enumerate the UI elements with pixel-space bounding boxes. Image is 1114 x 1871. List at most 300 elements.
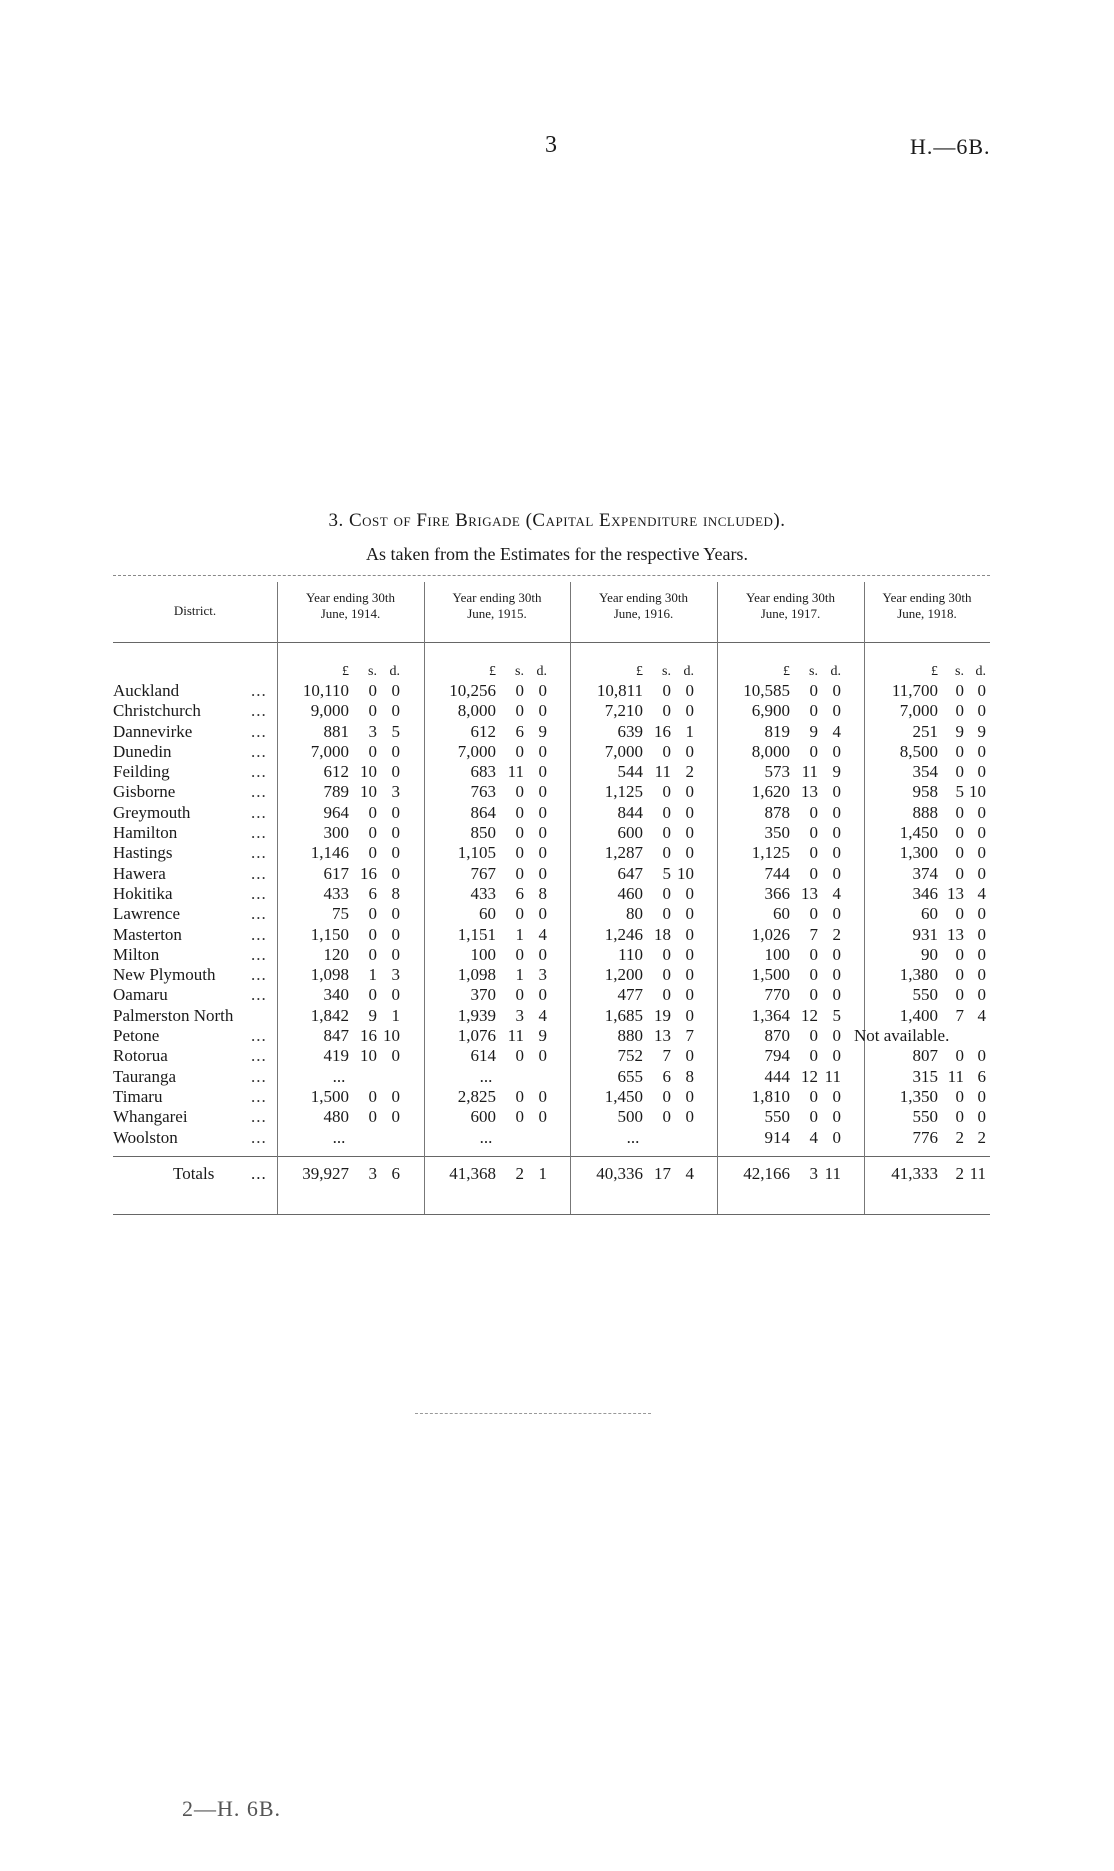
shillings-cell: 0 (955, 843, 964, 863)
pounds-cell: 880 (617, 1026, 643, 1046)
pence-cell: 8 (538, 883, 547, 903)
shillings-cell: 13 (654, 1026, 671, 1046)
shillings-cell: 0 (662, 843, 671, 863)
pounds-cell: 1,500 (310, 1086, 349, 1106)
shillings-cell: 7 (662, 1046, 671, 1066)
pence-cell: 0 (685, 701, 694, 721)
pence-cell: 3 (538, 965, 547, 985)
pounds-cell: 639 (617, 721, 643, 741)
pence-cell: 0 (832, 802, 841, 822)
pounds-cell: 1,450 (604, 1086, 643, 1106)
total-shillings: 3 (368, 1164, 377, 1183)
shillings-cell: 6 (515, 721, 524, 741)
year-header-line1: Year ending 30th (882, 590, 972, 605)
pence-cell: 0 (977, 802, 986, 822)
pounds-cell: 1,450 (899, 823, 938, 843)
shillings-cell: 0 (809, 1086, 818, 1106)
pence-cell: 0 (391, 1107, 400, 1127)
pounds-cell: 60 (479, 904, 496, 924)
district-name: Lawrence (113, 904, 181, 924)
pence-cell: 5 (832, 1005, 841, 1025)
pounds-cell: 10,256 (449, 681, 496, 700)
pounds-cell: 1,400 (899, 1005, 938, 1025)
total-pence: 4 (685, 1164, 694, 1183)
shillings-cell: 12 (801, 1066, 818, 1086)
pence-cell: 0 (832, 681, 841, 700)
shillings-cell: 0 (809, 741, 818, 761)
shillings-cell: 1 (515, 924, 524, 944)
shillings-cell: 11 (507, 1026, 524, 1046)
shillings-cell: 9 (368, 1005, 377, 1025)
pounds-cell: 90 (921, 944, 938, 964)
no-entry-cell: ... (332, 1127, 346, 1147)
pounds-cell: 7,000 (310, 741, 349, 761)
pounds-cell: 10,585 (743, 681, 790, 700)
pounds-cell: 8,000 (751, 741, 790, 761)
shillings-cell: 0 (809, 1026, 818, 1046)
footer-signature: 2—H. 6B. (182, 1796, 282, 1821)
pence-cell: 9 (538, 721, 547, 741)
pounds-cell: 847 (323, 1026, 349, 1046)
leader-dots: ... (251, 965, 267, 985)
pounds-cell: 612 (323, 762, 349, 782)
pounds-cell: 550 (912, 1107, 938, 1127)
pence-cell: 0 (391, 863, 400, 883)
pounds-cell: 419 (323, 1046, 349, 1066)
pence-cell: 0 (977, 843, 986, 863)
pounds-cell: 100 (764, 944, 790, 964)
pence-cell: 2 (832, 924, 841, 944)
pence-cell: 9 (538, 1026, 547, 1046)
pence-cell: 0 (391, 802, 400, 822)
table-bottom-rule (113, 1214, 990, 1215)
table-title: 3. Cost of Fire Brigade (Capital Expenditure included). (328, 510, 786, 531)
pounds-cell: 1,500 (751, 965, 790, 985)
pence-cell: 5 (391, 721, 400, 741)
pence-cell: 0 (391, 741, 400, 761)
year-header-1916 (570, 590, 717, 622)
shillings-cell: 0 (368, 904, 377, 924)
pence-cell: 0 (977, 701, 986, 721)
pounds-cell: 7,000 (457, 741, 496, 761)
district-name: Hastings (113, 843, 173, 863)
pence-cell: 2 (685, 762, 694, 782)
note-cell: Not available. (854, 1026, 950, 1046)
pence-cell: 1 (685, 721, 694, 741)
year-header-line1: Year ending 30th (306, 590, 395, 605)
pounds-cell: 617 (323, 863, 349, 883)
shillings-cell: 0 (809, 985, 818, 1005)
pence-cell: 0 (391, 681, 400, 700)
pounds-cell: 1,810 (751, 1086, 790, 1106)
pounds-cell: 878 (764, 802, 790, 822)
pounds-cell: 807 (912, 1046, 938, 1066)
pence-cell: 7 (685, 1026, 694, 1046)
shillings-cell: 0 (368, 802, 377, 822)
district-name: Rotorua (113, 1046, 168, 1066)
pence-cell: 0 (832, 985, 841, 1005)
pounds-cell: 1,125 (604, 782, 643, 802)
pence-cell: 0 (977, 1086, 986, 1106)
shillings-cell: 0 (662, 944, 671, 964)
shillings-cell: 0 (955, 701, 964, 721)
totals-label: Totals (173, 1164, 215, 1183)
shillings-cell: 0 (662, 802, 671, 822)
pence-cell: 0 (538, 701, 547, 721)
shillings-cell: 0 (809, 701, 818, 721)
pence-cell: 0 (685, 1005, 694, 1025)
shillings-cell: 0 (515, 863, 524, 883)
pounds-cell: 600 (470, 1107, 496, 1127)
pence-cell: 0 (391, 1046, 400, 1066)
shillings-cell: 0 (662, 1086, 671, 1106)
shillings-cell: 0 (955, 802, 964, 822)
pounds-cell: 7,000 (604, 741, 643, 761)
pounds-cell: 110 (618, 944, 643, 964)
leader-dots: ... (251, 741, 267, 761)
pounds-cell: 864 (470, 802, 496, 822)
year-header-line1: Year ending 30th (452, 590, 542, 605)
shillings-cell: 0 (955, 1086, 964, 1106)
pence-cell: 0 (977, 741, 986, 761)
header-bottom-rule (113, 642, 990, 643)
pence-cell: 0 (391, 924, 400, 944)
shillings-cell: 0 (955, 1046, 964, 1066)
total-pounds: 41,333 (891, 1164, 938, 1183)
shillings-cell: 5 (955, 782, 964, 802)
year-header-1918 (864, 590, 990, 622)
total-pounds: 41,368 (449, 1164, 496, 1183)
pence-cell: 0 (685, 1046, 694, 1066)
pounds-cell: 789 (323, 782, 349, 802)
shillings-cell: 3 (515, 1005, 524, 1025)
shillings-cell: 0 (515, 944, 524, 964)
shillings-cell: 6 (368, 883, 377, 903)
pence-cell: 0 (685, 823, 694, 843)
shillings-cell: 16 (360, 1026, 377, 1046)
shillings-cell: 0 (515, 843, 524, 863)
shillings-cell: 0 (955, 823, 964, 843)
pounds-cell: 850 (470, 823, 496, 843)
pounds-cell: 374 (912, 863, 938, 883)
pence-cell: 0 (685, 1107, 694, 1127)
shillings-cell: 0 (662, 985, 671, 1005)
pounds-cell: 1,287 (604, 843, 643, 863)
no-entry-cell: ... (479, 1066, 493, 1086)
pounds-cell: 767 (470, 863, 496, 883)
pounds-cell: 770 (764, 985, 790, 1005)
leader-dots: ... (251, 904, 267, 924)
unit-label-pence: d. (975, 664, 986, 679)
shillings-cell: 10 (360, 1046, 377, 1066)
shillings-cell: 0 (809, 904, 818, 924)
pence-cell: 0 (685, 681, 694, 700)
pence-cell: 0 (832, 1086, 841, 1106)
pence-cell: 0 (977, 904, 986, 924)
shillings-cell: 12 (801, 1005, 818, 1025)
leader-dots: ... (251, 1164, 267, 1183)
district-name: Hawera (113, 863, 166, 883)
pounds-cell: 370 (470, 985, 496, 1005)
pence-cell: 0 (685, 944, 694, 964)
unit-label-shillings: s. (515, 664, 524, 679)
pounds-cell: 10,110 (302, 681, 349, 700)
shillings-cell: 0 (809, 843, 818, 863)
district-name: Hokitika (113, 883, 173, 903)
pounds-cell: 1,151 (457, 924, 496, 944)
pence-cell: 0 (391, 701, 400, 721)
column-divider (424, 582, 425, 1214)
district-column-header: District. (173, 603, 217, 618)
shillings-cell: 0 (809, 1107, 818, 1127)
pence-cell: 10 (383, 1026, 400, 1046)
shillings-cell: 0 (809, 823, 818, 843)
shillings-cell: 0 (809, 681, 818, 700)
pence-cell: 8 (685, 1066, 694, 1086)
leader-dots: ... (251, 762, 267, 782)
shillings-cell: 4 (809, 1127, 818, 1147)
scan-mark (415, 1413, 651, 1414)
leader-dots: ... (251, 924, 267, 944)
pounds-cell: 888 (912, 802, 938, 822)
column-divider (570, 582, 571, 1214)
pence-cell: 0 (538, 863, 547, 883)
pence-cell: 0 (685, 843, 694, 863)
unit-label-pence: d. (830, 664, 841, 679)
pounds-cell: 6,900 (751, 701, 790, 721)
pounds-cell: 8,000 (457, 701, 496, 721)
unit-label-shillings: s. (955, 664, 964, 679)
shillings-cell: 1 (368, 965, 377, 985)
pence-cell: 0 (538, 1046, 547, 1066)
pence-cell: 0 (538, 1086, 547, 1106)
district-name: Greymouth (113, 802, 191, 822)
shillings-cell: 0 (809, 863, 818, 883)
pounds-cell: 600 (617, 823, 643, 843)
pounds-cell: 433 (323, 883, 349, 903)
pence-cell: 0 (538, 782, 547, 802)
shillings-cell: 0 (662, 701, 671, 721)
pounds-cell: 60 (921, 904, 938, 924)
pounds-cell: 776 (912, 1127, 938, 1147)
shillings-cell: 0 (809, 944, 818, 964)
unit-label-pounds: £ (636, 664, 643, 679)
pence-cell: 0 (685, 802, 694, 822)
leader-dots: ... (251, 681, 267, 700)
shillings-cell: 0 (662, 741, 671, 761)
year-header-line2: June, 1914. (320, 606, 381, 621)
pence-cell: 0 (832, 823, 841, 843)
year-header-line2: June, 1916. (613, 606, 674, 621)
unit-label-pence: d. (683, 664, 694, 679)
district-name: Oamaru (113, 985, 168, 1005)
pence-cell: 0 (538, 944, 547, 964)
pence-cell: 0 (538, 904, 547, 924)
pounds-cell: 1,105 (457, 843, 496, 863)
pounds-cell: 1,026 (751, 924, 790, 944)
pence-cell: 11 (824, 1066, 841, 1086)
total-pence: 1 (538, 1164, 547, 1183)
pence-cell: 0 (685, 924, 694, 944)
pence-cell: 0 (538, 823, 547, 843)
shillings-cell: 0 (368, 843, 377, 863)
unit-label-pence: d. (389, 664, 400, 679)
year-header-1914 (277, 590, 424, 622)
year-header-line2: June, 1915. (467, 606, 527, 621)
pounds-cell: 75 (332, 904, 349, 924)
shillings-cell: 0 (515, 1107, 524, 1127)
shillings-cell: 0 (955, 965, 964, 985)
pounds-cell: 1,076 (457, 1026, 496, 1046)
pounds-cell: 614 (470, 1046, 496, 1066)
pence-cell: 0 (832, 1127, 841, 1147)
pounds-cell: 1,098 (310, 965, 349, 985)
shillings-cell: 13 (801, 782, 818, 802)
shillings-cell: 0 (368, 1086, 377, 1106)
leader-dots: ... (251, 721, 267, 741)
pounds-cell: 550 (764, 1107, 790, 1127)
pence-cell: 10 (677, 863, 694, 883)
shillings-cell: 0 (368, 1107, 377, 1127)
unit-label-shillings: s. (809, 664, 818, 679)
pence-cell: 0 (832, 1046, 841, 1066)
pence-cell: 0 (538, 681, 547, 700)
pounds-cell: 1,150 (310, 924, 349, 944)
table-subtitle: As taken from the Estimates for the respective Years. (366, 544, 748, 564)
district-name: Palmerston North (113, 1005, 234, 1025)
pounds-cell: 500 (617, 1107, 643, 1127)
district-name: Dunedin (113, 741, 172, 761)
pounds-cell: 8,500 (899, 741, 938, 761)
pounds-cell: 763 (470, 782, 496, 802)
pence-cell: 3 (391, 965, 400, 985)
shillings-cell: 13 (947, 924, 964, 944)
year-header-line1: Year ending 30th (599, 590, 688, 605)
year-header-line2: June, 1917. (760, 606, 821, 621)
shillings-cell: 0 (955, 863, 964, 883)
shillings-cell: 0 (809, 802, 818, 822)
pounds-cell: 60 (773, 904, 790, 924)
pence-cell: 0 (832, 741, 841, 761)
pounds-cell: 100 (470, 944, 496, 964)
pence-cell: 0 (538, 741, 547, 761)
shillings-cell: 11 (801, 762, 818, 782)
pence-cell: 4 (832, 883, 841, 903)
pence-cell: 8 (391, 883, 400, 903)
shillings-cell: 0 (515, 1086, 524, 1106)
pounds-cell: 477 (617, 985, 643, 1005)
shillings-cell: 10 (360, 782, 377, 802)
pence-cell: 0 (832, 904, 841, 924)
shillings-cell: 0 (515, 741, 524, 761)
shillings-cell: 0 (515, 681, 524, 700)
pence-cell: 2 (977, 1127, 986, 1147)
pence-cell: 0 (977, 1107, 986, 1127)
pounds-cell: 655 (617, 1066, 643, 1086)
shillings-cell: 0 (662, 681, 671, 700)
leader-dots: ... (251, 1046, 267, 1066)
pence-cell: 0 (977, 965, 986, 985)
shillings-cell: 10 (360, 762, 377, 782)
pounds-cell: 10,811 (596, 681, 643, 700)
pounds-cell: 1,939 (457, 1005, 496, 1025)
pounds-cell: 2,825 (457, 1086, 496, 1106)
pence-cell: 0 (977, 863, 986, 883)
leader-dots: ... (251, 802, 267, 822)
pounds-cell: 844 (617, 802, 643, 822)
shillings-cell: 0 (955, 741, 964, 761)
leader-dots: ... (251, 1086, 267, 1106)
district-name: Milton (113, 944, 160, 964)
pounds-cell: 683 (470, 762, 496, 782)
shillings-cell: 18 (654, 924, 671, 944)
pence-cell: 9 (977, 721, 986, 741)
total-pence: 11 (824, 1164, 841, 1183)
total-pounds: 39,927 (302, 1164, 349, 1183)
pounds-cell: 480 (323, 1107, 349, 1127)
pence-cell: 0 (977, 762, 986, 782)
pounds-cell: 354 (912, 762, 938, 782)
pounds-cell: 544 (617, 762, 643, 782)
shillings-cell: 0 (368, 985, 377, 1005)
shillings-cell: 16 (654, 721, 671, 741)
pence-cell: 0 (832, 863, 841, 883)
pence-cell: 4 (538, 924, 547, 944)
shillings-cell: 0 (955, 681, 964, 700)
shillings-cell: 0 (368, 741, 377, 761)
shillings-cell: 0 (662, 965, 671, 985)
document-reference: H.—6B. (910, 134, 991, 159)
column-divider (277, 582, 278, 1214)
unit-label-pounds: £ (931, 664, 938, 679)
shillings-cell: 19 (654, 1005, 671, 1025)
year-header-1917 (717, 590, 864, 622)
shillings-cell: 13 (801, 883, 818, 903)
total-shillings: 17 (654, 1164, 671, 1183)
unit-label-pence: d. (536, 664, 547, 679)
shillings-cell: 0 (368, 701, 377, 721)
pence-cell: 0 (538, 762, 547, 782)
shillings-cell: 0 (515, 823, 524, 843)
pounds-cell: 7,210 (604, 701, 643, 721)
shillings-cell: 0 (955, 904, 964, 924)
pence-cell: 0 (391, 843, 400, 863)
shillings-cell: 0 (662, 1107, 671, 1127)
pounds-cell: 120 (323, 944, 349, 964)
pence-cell: 1 (391, 1005, 400, 1025)
shillings-cell: 3 (368, 721, 377, 741)
pence-cell: 0 (977, 1046, 986, 1066)
year-header-1915 (424, 590, 570, 622)
district-name: Woolston (113, 1127, 178, 1147)
total-pence: 6 (391, 1164, 400, 1183)
pounds-cell: 1,125 (751, 843, 790, 863)
pounds-cell: 350 (764, 823, 790, 843)
leader-dots: ... (251, 985, 267, 1005)
leader-dots: ... (251, 823, 267, 843)
district-name: Christchurch (113, 701, 201, 721)
pounds-cell: 1,098 (457, 965, 496, 985)
pence-cell: 0 (538, 802, 547, 822)
pounds-cell: 9,000 (310, 701, 349, 721)
no-entry-cell: ... (479, 1127, 493, 1147)
shillings-cell: 0 (662, 823, 671, 843)
district-name: Timaru (113, 1086, 163, 1106)
total-shillings: 3 (809, 1164, 818, 1183)
leader-dots: ... (251, 883, 267, 903)
district-name: Tauranga (113, 1066, 176, 1086)
total-pence: 11 (969, 1164, 986, 1183)
